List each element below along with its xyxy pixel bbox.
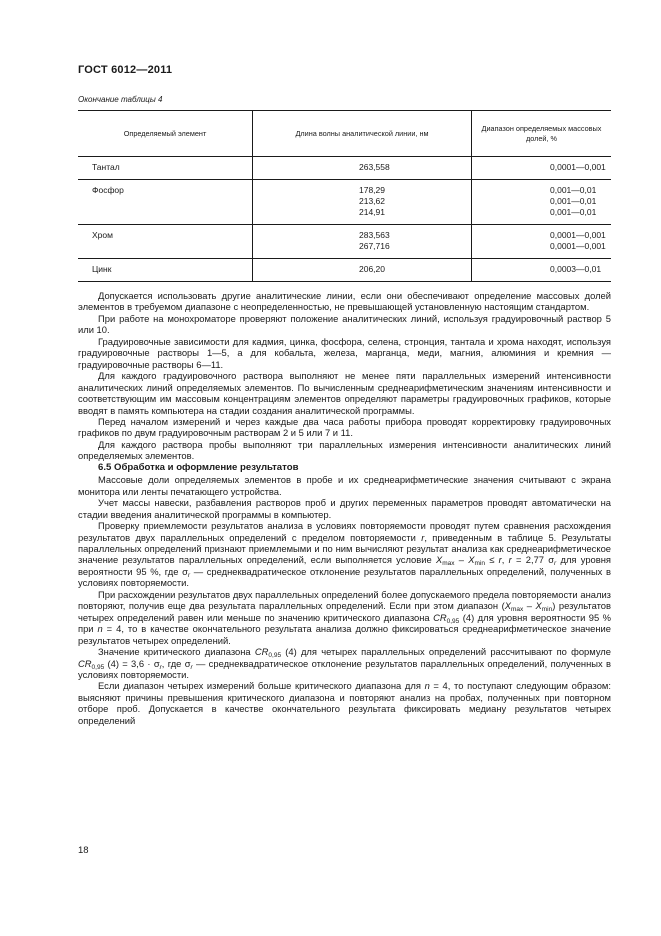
table-row	[78, 259, 611, 282]
column-header-range: Диапазон определяемых массовых долей, %	[472, 111, 612, 157]
page-number: 18	[78, 845, 89, 856]
range-value: 0,001—0,01	[550, 185, 597, 195]
wavelength-value: 214,91	[359, 207, 385, 217]
paragraph: Допускается использовать другие аналитические линии, если они обеспечивают определение массовых долей элементов в требуемом диапазоне с неопределенностью, не превышающей установленную настоящим стандартом.	[78, 290, 611, 313]
wavelength-value: 283,563	[359, 230, 390, 240]
cell-element: Хром	[78, 225, 253, 259]
wavelength-value: 178,29	[359, 185, 385, 195]
wavelength-value: 206,20	[359, 264, 385, 274]
cell-element: Тантал	[78, 157, 253, 180]
cell-range	[472, 259, 612, 282]
paragraph: Градуировочные зависимости для кадмия, цинка, фосфора, селена, стронция, тантала и хрома находят, используя градуировочные растворы 1—5, а для кобальта, железа, марганца, меди, магния, алюминия и кремния — градуировочные растворы 6—11.	[78, 335, 611, 370]
paragraph: Учет массы навески, разбавления растворов проб и других переменных параметров проводят автоматически на стадии введения аналитической программы в компьютер.	[78, 497, 611, 520]
cell-range	[472, 225, 612, 259]
wavelength-value: 267,716	[359, 241, 390, 251]
table-row	[78, 157, 611, 180]
cell-wavelength	[253, 157, 472, 180]
cell-range	[472, 157, 612, 180]
wavelength-value: 213,62	[359, 196, 385, 206]
data-table	[78, 110, 611, 282]
body-text	[78, 290, 611, 726]
range-value: 0,0001—0,001	[550, 230, 606, 240]
paragraph-divergence: При расхождении результатов двух параллельных определений более допускаемого предела повторяемости анализ повторяют, получив еще два результата параллельных определений. Если при этом диапазон $(X_{max} - X_{min})$ результатов четырех определений равен или меньше по значению критического диапазона $CR_{0,95}$ (4) для уровня вероятности 95 % при n = 4, то в качестве окончательного результата анализа должно фиксироваться среднеарифметическое значение результатов четырех определений.	[78, 588, 612, 646]
column-header-wavelength: Длина волны аналитической линии, нм	[253, 111, 472, 157]
table-row	[78, 225, 611, 259]
table-caption: Окончание таблицы 4	[78, 95, 163, 104]
range-value: 0,0003—0,01	[550, 264, 602, 274]
range-value: 0,001—0,01	[550, 196, 597, 206]
standard-title: ГОСТ 6012—2011	[78, 64, 173, 76]
table-header-row	[78, 111, 611, 157]
paragraph: Массовые доли определяемых элементов в пробе и их среднеарифметические значения считывают с экрана монитора или ленты печатающего устройства.	[78, 474, 611, 497]
cell-wavelength	[253, 225, 472, 259]
wavelength-value: 263,558	[359, 162, 390, 172]
range-value: 0,0001—0,001	[550, 241, 606, 251]
cell-wavelength	[253, 259, 472, 282]
table-body	[78, 157, 611, 282]
cell-element: Фосфор	[78, 180, 253, 225]
cell-element: Цинк	[78, 259, 253, 282]
table-row	[78, 180, 611, 225]
paragraph-median: Если диапазон четырех измерений больше критического диапазона для n = 4, то поступают следующим образом: выясняют причины превышения критического диапазона и повторяют анализ на пробах, полученных при повторном отборе проб. Допускается в качестве окончательного результата фиксировать медиану результатов четырех определений	[78, 680, 611, 726]
paragraph: Для каждого градуировочного раствора выполняют не менее пяти параллельных измерений интенсивности аналитических линий определяемых элементов. По вычисленным среднеарифметическим значениям интенсивности и соответствующим им массовым концентрациям элементов определяют параметры градуировочных графиков, которые вводят в память компьютера на стадии создания аналитической программы.	[78, 370, 611, 416]
cell-wavelength	[253, 180, 472, 225]
range-value: 0,0001—0,001	[550, 162, 606, 172]
paragraph: Для каждого раствора пробы выполняют три параллельных измерения интенсивности аналитических линий определяемых элементов.	[78, 438, 611, 462]
column-header-element: Определяемый элемент	[78, 111, 253, 157]
paragraph-repeatability: Проверку приемлемости результатов анализа в условиях повторяемости проводят путем сравнения расхождения результатов двух параллельных определений с пределом повторяемости r, приведенным в таблице 5. Результаты параллельных определений признают приемлемыми и по ним вычисляют результат анализа как среднеарифметическое значение результатов параллельных определений, если выполняется условие $X_{max} - X_{min} \le r$, r = 2,77 $\sigma_r$ для уровня вероятности 95 %, где $\sigma_r$ — среднеквадратическое отклонение результатов параллельных определений, полученных в условиях повторяемости.	[78, 520, 611, 589]
paragraph: Перед началом измерений и через каждые два часа работы прибора проводят корректировку градуировочных графиков по двум градуировочным растворам 2 и 5 или 7 и 11.	[78, 415, 611, 439]
range-value: 0,001—0,01	[550, 207, 597, 217]
paragraph: При работе на монохроматоре проверяют положение аналитических линий, используя градуировочный раствор 5 или 10.	[78, 312, 611, 336]
cell-range	[472, 180, 612, 225]
paragraph-critical-range: Значение критического диапазона $CR_{0,95}$ (4) для четырех параллельных определений рассчитывают по формуле $CR_{0,95}$ $(4) = 3,6 \cdot \sigma_r$, где $\sigma_r$ — среднеквадратическое отклонение результатов параллельных определений, полученных в условиях повторяемости.	[78, 646, 611, 680]
section-heading: 6.5 Обработка и оформление результатов	[98, 461, 299, 473]
